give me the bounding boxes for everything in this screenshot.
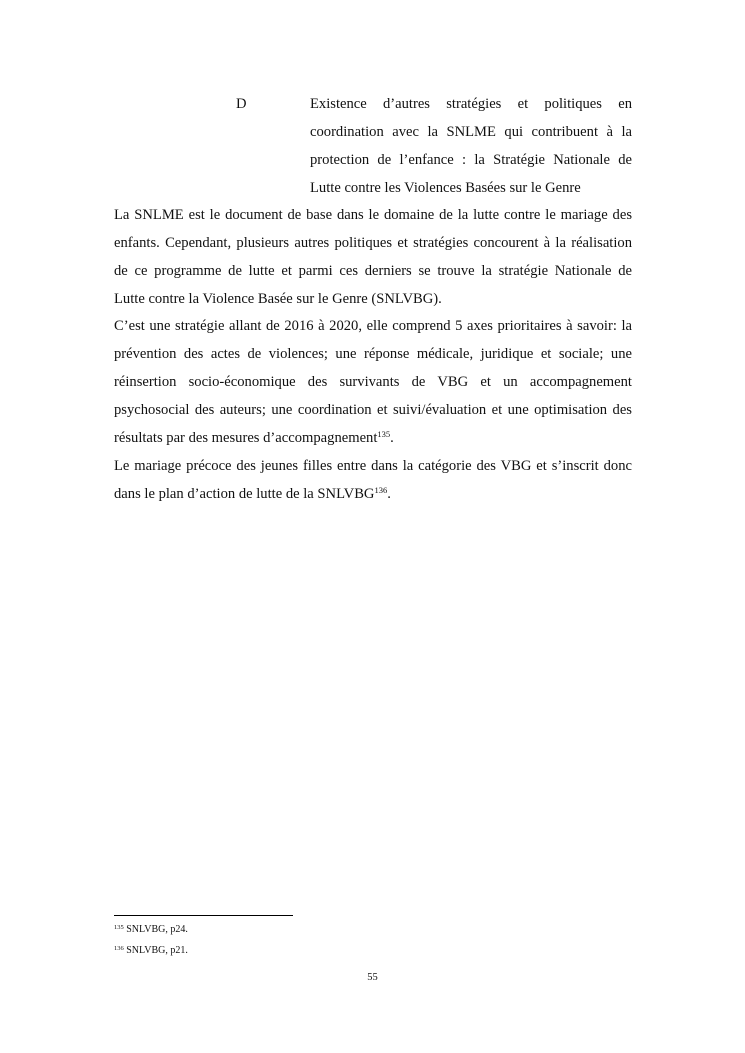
footnote	[114, 924, 188, 936]
body-line: Lutte contre la Violence Basée sur le Genre (SNLVBG).	[114, 291, 442, 307]
footnote	[114, 945, 188, 957]
heading-line: protection de l’enfance : la Stratégie Nationale de	[310, 152, 632, 168]
heading-line: Existence d’autres stratégies et politiques en	[310, 96, 632, 112]
footnote-ref[interactable]: 136	[374, 485, 388, 495]
footnote-ref[interactable]: 135	[377, 429, 391, 439]
page-number: 55	[367, 972, 378, 983]
body-text: résultats par des mesures d’accompagnement	[114, 430, 378, 446]
heading-line: coordination avec la SNLME qui contribuent à la	[310, 124, 632, 140]
body-line: psychosocial des auteurs; une coordination et suivi/évaluation et une optimisation des	[114, 402, 632, 418]
body-line: dans le plan d’action de lutte de la SNLVBG$^{136}$.	[114, 485, 391, 502]
body-line: La SNLME est le document de base dans le domaine de la lutte contre le mariage des	[114, 207, 632, 223]
body-line: résultats par des mesures d’accompagnement$^{135}$.	[114, 429, 394, 446]
body-text: dans le plan d’action de lutte de la SNLVBG	[114, 486, 375, 502]
footnote-text: SNLVBG, p24.	[126, 924, 188, 935]
section-letter: D	[236, 96, 247, 112]
footnote-separator	[114, 915, 293, 916]
body-line: enfants. Cependant, plusieurs autres politiques et stratégies concourent à la réalisation	[114, 235, 632, 251]
body-line: réinsertion socio-économique des survivants de VBG et un accompagnement	[114, 374, 632, 390]
body-line: de ce programme de lutte et parmi ces derniers se trouve la stratégie Nationale de	[114, 263, 632, 279]
body-line: Le mariage précoce des jeunes filles entre dans la catégorie des VBG et s’inscrit donc	[114, 458, 632, 474]
footnote-number: 135	[114, 924, 124, 931]
body-line: prévention des actes de violences; une réponse médicale, juridique et sociale; une	[114, 346, 632, 362]
body-line: C’est une stratégie allant de 2016 à 2020, elle comprend 5 axes prioritaires à savoir: la	[114, 318, 632, 334]
footnote-text: SNLVBG, p21.	[126, 945, 188, 956]
heading-line: Lutte contre les Violences Basées sur le Genre	[310, 180, 581, 196]
footnote-number: 136	[114, 945, 124, 952]
